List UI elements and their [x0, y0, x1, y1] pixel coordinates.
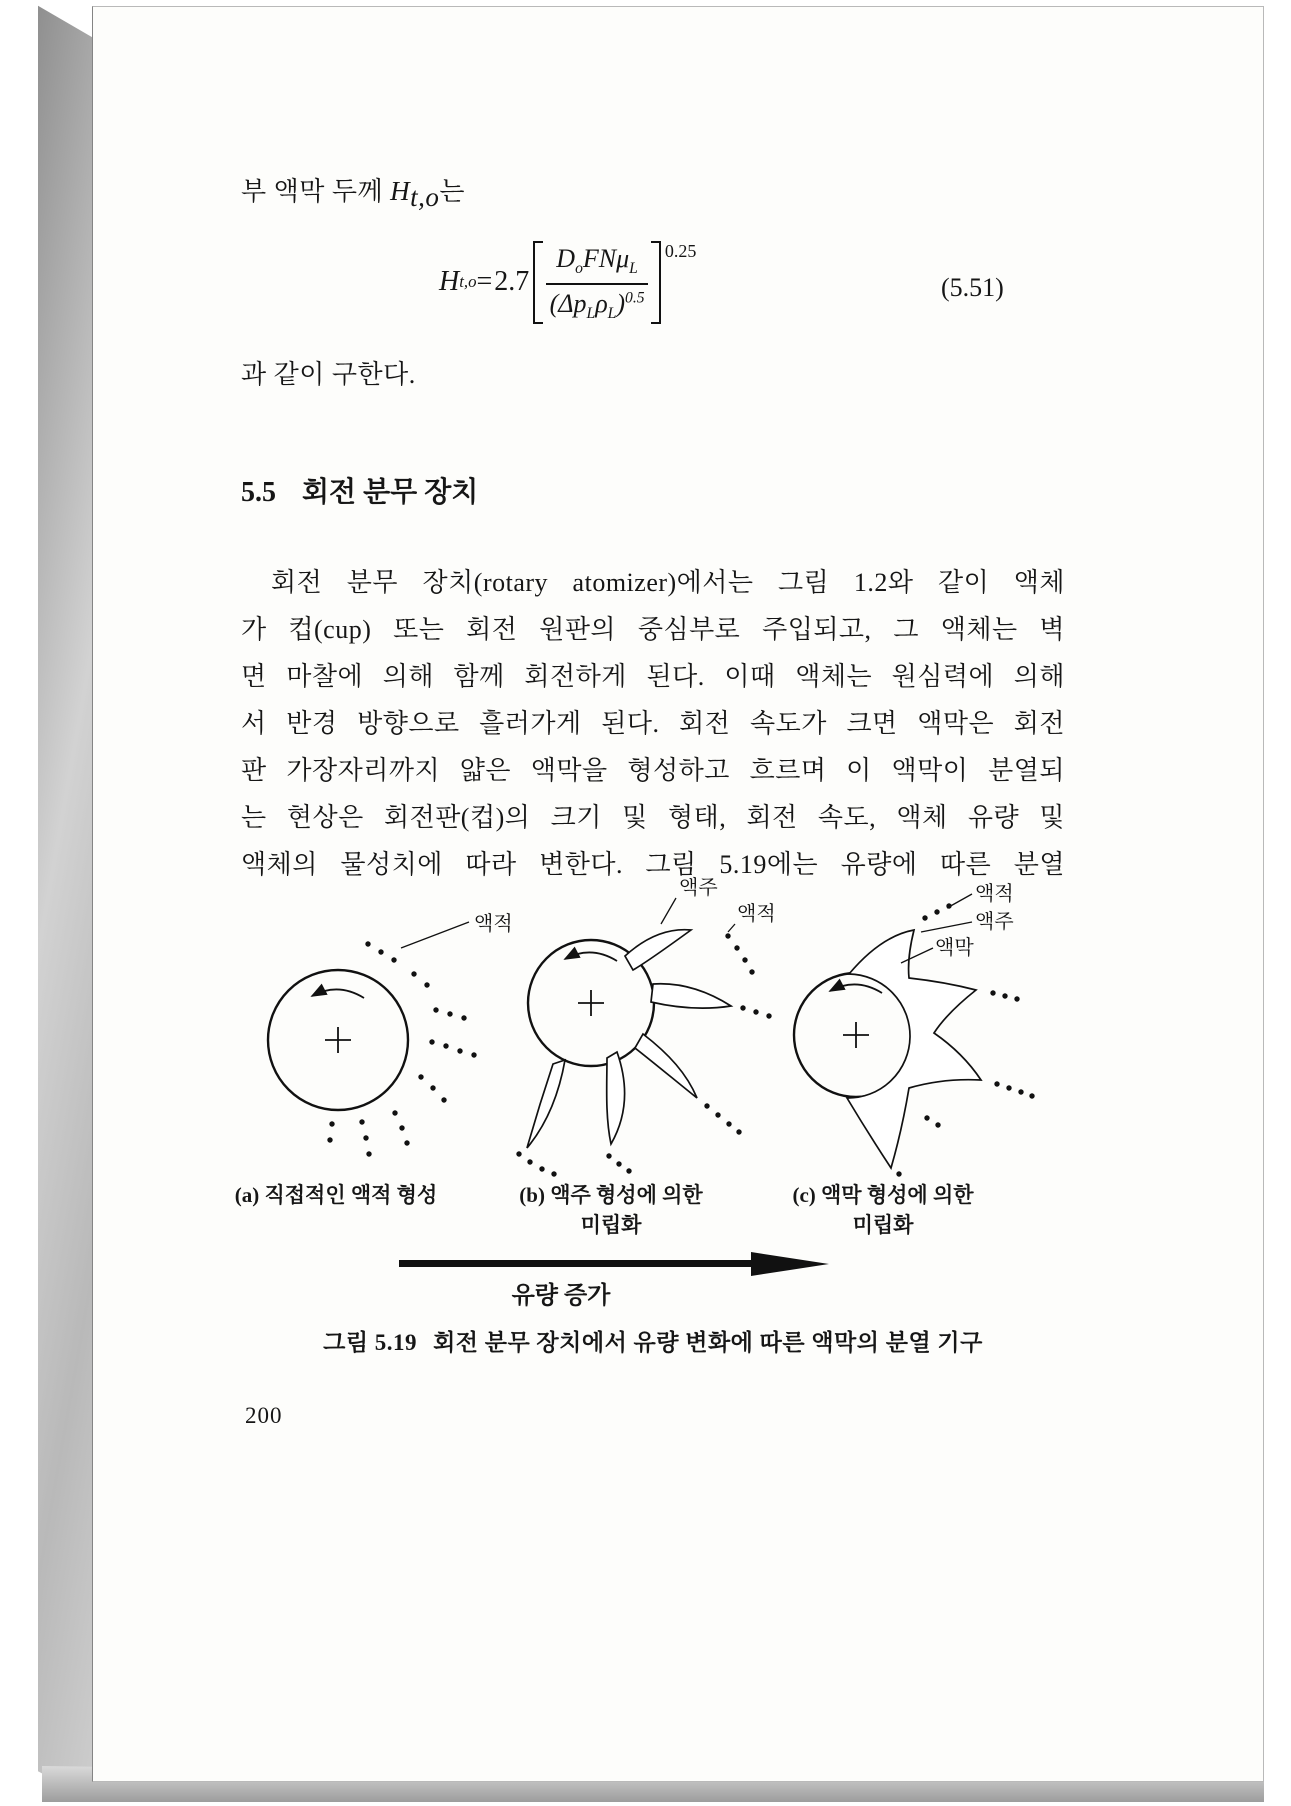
disk-c-film-formation — [794, 882, 1035, 1177]
num-D: D — [556, 244, 576, 274]
den-dp: (Δp — [549, 289, 587, 319]
eq-variable: H — [439, 266, 460, 298]
figure-5-19 — [231, 870, 1071, 1357]
paragraph-line: 는 현상은 회전판(컵)의 크기 및 형태, 회전 속도, 액체 유량 및 — [241, 803, 1065, 833]
page-content — [93, 7, 1069, 1429]
book-page — [92, 6, 1264, 1782]
droplet-label: 액적 — [737, 903, 776, 926]
section-title: 회전 분무 장치 — [302, 477, 479, 509]
den-dp-sub: L — [586, 305, 596, 323]
intro-pre: 부 액막 두께 — [241, 177, 391, 206]
eq-variable-subscript: t,o — [459, 272, 477, 292]
liquid-film-sheet — [847, 930, 981, 1168]
section-heading — [241, 473, 1069, 513]
droplet-dots — [327, 941, 476, 1156]
left-bracket — [533, 241, 543, 323]
subcaption-c-line1: (c) 액막 형성에 의한 — [792, 1183, 974, 1208]
rotation-arrow-icon — [565, 953, 617, 962]
figure-caption-number: 그림 5.19 — [323, 1330, 418, 1356]
droplet-label: 액적 — [474, 913, 513, 936]
droplet-label: 액적 — [975, 883, 1014, 906]
flow-arrow-label: 유량 증가 — [511, 1283, 611, 1310]
equation-number: (5.51) — [941, 273, 1004, 303]
subcaption-c — [792, 1180, 973, 1240]
paragraph-line: 회전 분무 장치(rotary atomizer)에서는 그림 1.2와 같이 액체 — [271, 568, 1065, 598]
label-leader-line — [921, 922, 972, 932]
center-cross-icon — [578, 990, 604, 1016]
intro-variable: H — [390, 176, 411, 206]
ligaments — [527, 930, 731, 1148]
eq-equals: = — [476, 266, 493, 298]
rotation-arrow-icon — [830, 985, 882, 994]
center-cross-icon — [843, 1022, 869, 1048]
label-leader-line — [401, 922, 469, 948]
intro-line — [241, 171, 1065, 217]
paragraph-line: 가 컵(cup) 또는 회전 원판의 중심부로 주입되고, 그 액체는 벽 — [241, 615, 1065, 645]
subcaption-a — [235, 1180, 438, 1210]
rotary-atomizer-diagram — [231, 870, 1071, 1180]
body-paragraph — [241, 559, 1069, 888]
den-exponent: 0.5 — [625, 289, 645, 307]
ligament-label: 액주 — [679, 877, 718, 900]
intro-post: 는 — [439, 177, 465, 206]
label-leader-line — [661, 898, 676, 924]
subcaption-c-line2: 미립화 — [852, 1213, 914, 1238]
subcaption-b — [519, 1180, 702, 1240]
num-D-sub: o — [575, 260, 583, 278]
book-page-stack-edge — [38, 3, 92, 1800]
den-rho-sub: L — [607, 305, 617, 323]
num-mu-sub: L — [629, 260, 638, 278]
after-equation-line: 과 같이 구한다. — [241, 360, 416, 390]
section-number: 5.5 — [241, 477, 276, 509]
figure-caption — [241, 1324, 1065, 1357]
center-cross-icon — [325, 1027, 351, 1053]
fraction — [546, 241, 648, 323]
num-mu: μ — [616, 244, 630, 274]
equation-5-51 — [439, 241, 696, 323]
subcaption-b-line2: 미립화 — [580, 1213, 642, 1238]
den-rho: ρ — [595, 289, 608, 319]
disk-a-direct-droplets — [268, 912, 513, 1157]
fraction-numerator — [546, 241, 648, 285]
disk-b-ligament-formation — [516, 876, 775, 1177]
paragraph-line: 판 가장자리까지 얇은 액막을 형성하고 흐르며 이 액막이 분열되 — [241, 756, 1065, 786]
figure-caption-text: 회전 분무 장치에서 유량 변화에 따른 액막의 분열 기구 — [433, 1330, 983, 1356]
right-bracket — [651, 241, 661, 323]
paragraph-line: 서 반경 방향으로 흘러가게 된다. 회전 속도가 크면 액막은 회전 — [241, 709, 1065, 739]
paragraph-line: 면 마찰에 의해 함께 회전하게 된다. 이때 액체는 원심력에 의해 — [241, 662, 1065, 692]
den-close: ) — [616, 289, 626, 319]
subcaption-a-line: (a) 직접적인 액적 형성 — [234, 1183, 438, 1208]
fraction-denominator — [550, 285, 645, 323]
film-label: 액막 — [935, 937, 974, 960]
eq-coefficient: 2.7 — [494, 266, 530, 298]
eq-outer-exponent: 0.25 — [664, 241, 697, 262]
intro-variable-subscript: t,o — [410, 182, 440, 213]
paragraph-line: 액체의 물성치에 따라 변한다. 그림 5.19에는 유량에 따른 분열 — [241, 850, 1065, 880]
figure-subcaptions — [231, 1180, 1071, 1244]
rotation-arrow-icon — [312, 990, 364, 999]
page-number: 200 — [245, 1403, 283, 1429]
ligament-label: 액주 — [975, 911, 1014, 934]
flow-increase-arrow-icon — [399, 1250, 831, 1278]
equation-row — [241, 241, 1065, 345]
label-leader-line — [728, 924, 735, 932]
num-FN: FN — [582, 244, 617, 274]
subcaption-b-line1: (b) 액주 형성에 의한 — [519, 1183, 703, 1208]
